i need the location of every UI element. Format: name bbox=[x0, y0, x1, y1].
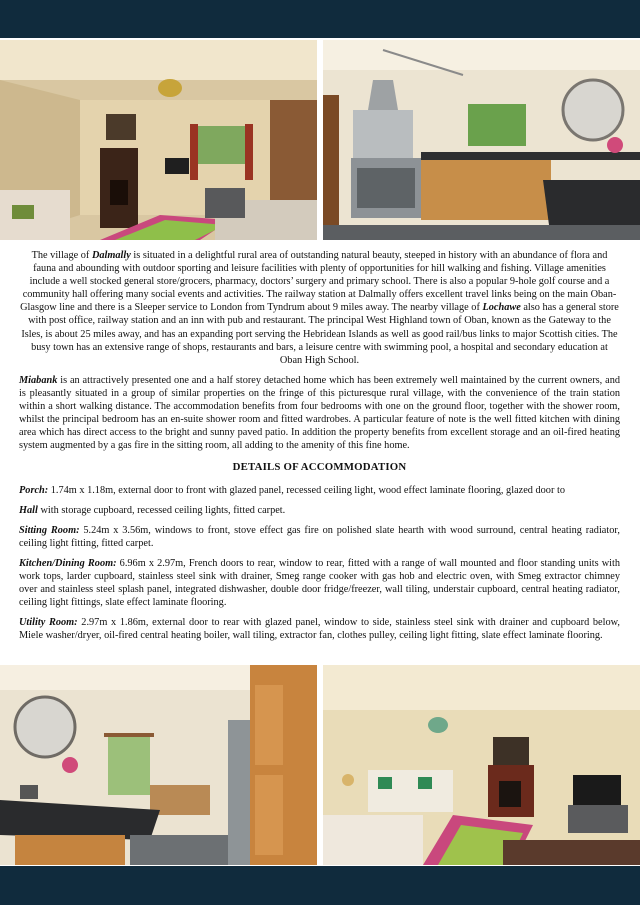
dalmally-name: Dalmally bbox=[91, 250, 131, 261]
intro-text-b: is situated in a delightful rural area of outstanding natural beauty, steeped in history with an abundance of flora and fauna and abounding with outdoor sporting and leisure facilities with plenty of opportunities for hill walking and fishing. Village amenities include a well stocked general store/grocers, pharmacy, doctors’ surgery and primary school. There is also a popular 9-hole golf course and a community hall offering many social events and activities. The railway station at Dalmally offers excellent travel links being on the main Oban-Glasgow line and there is a Sleeper service to London from Tyndrum about 9 miles away. The nearby village of bbox=[20, 250, 617, 314]
room-details: with storage cupboard, recessed ceiling lights, fitted carpet. bbox=[37, 504, 286, 516]
room-utility bbox=[19, 616, 620, 642]
room-label: Utility Room: bbox=[19, 617, 78, 629]
sitting-room-photo bbox=[0, 40, 317, 240]
intro-text-a: The village of bbox=[31, 250, 92, 261]
room-kitchen-dining bbox=[19, 557, 620, 609]
intro-paragraph-property bbox=[19, 374, 620, 453]
room-sitting-room bbox=[19, 524, 620, 550]
room-label: Porch: bbox=[19, 484, 49, 496]
intro-text-c: also has a general store with post office, railway station and an inn with pub and restaurant. The principal West Highland town of Oban, known as the Gateway to the Isles, is about 25 miles away, and has an expanding port serving the Hebridean Islands as well as good rail/bus links to major Scottish cities. The busy town has an extensive range of shops, restaurants and bars, a leisure centre with swimming pool, a hospital and secondary education at Oban High School. bbox=[21, 302, 619, 366]
room-label: Hall bbox=[19, 504, 38, 516]
property-description: is an attractively presented one and a half storey detached home which has been extremely well maintained by the current owners, and is pleasantly situated in a group of similar properties on the fringe of this picturesque rural village, with the convenience of the train station within a short walking distance. The accommodation benefits from four bedrooms with one on the ground floor, together with the shower room, whilst the principal bedroom has an en-suite shower room and fitted wardrobes. A particular feature of note is the well fitted kitchen with dining area which has direct access to the bright and sunny paved patio. In addition the property benefits from excellent storage and an oil-fired heating system augmented by a gas fire in the sitting room, all adding to the amenity of this fine home. bbox=[19, 374, 620, 452]
room-details: 1.74m x 1.18m, external door to front with glazed panel, recessed ceiling light, wood effect laminate flooring, glazed door to bbox=[48, 484, 565, 496]
room-details: 2.97m x 1.86m, external door to rear with glazed panel, window to side, stainless steel sink with drainer and cupboard below, Miele washer/dryer, oil-fired central heating boiler, wall tiling, extractor fan, clothes pulley, ceiling light fitting, slate effect laminate flooring. bbox=[19, 617, 620, 642]
sitting-room-wide-photo bbox=[323, 665, 640, 865]
accommodation-heading: DETAILS OF ACCOMMODATION bbox=[232, 461, 407, 474]
kitchen-dining-photo bbox=[0, 665, 317, 865]
room-porch bbox=[19, 484, 620, 497]
room-details: 6.96m x 2.97m, French doors to rear, window to rear, fitted with a range of wall mounted and floor standing units with work tops, larder cupboard, stainless steel sink with drainer, Smeg range cooker with gas hob and electric oven, with Smeg extractor chimney over and stainless steel splash panel, integrated dishwasher, double door fridge/freezer, wall tiling, understair cupboard, central heating radiator, ceiling light fittings, slate effect laminate flooring. bbox=[19, 557, 621, 609]
room-details: 5.24m x 3.56m, windows to front, stove effect gas fire on polished slate hearth with wood surround, central heating radiator, ceiling light fitting, fitted carpet. bbox=[19, 524, 620, 549]
intro-paragraph-village bbox=[19, 249, 620, 367]
room-hall bbox=[19, 504, 620, 517]
property-name: Miabank bbox=[19, 374, 58, 386]
lochawe-name: Lochawe bbox=[482, 302, 521, 314]
bottom-band bbox=[0, 866, 640, 905]
top-band bbox=[0, 0, 640, 38]
room-label: Kitchen/Dining Room: bbox=[19, 557, 117, 569]
description-text bbox=[19, 249, 620, 649]
kitchen-photo bbox=[323, 40, 640, 240]
room-label: Sitting Room: bbox=[19, 524, 80, 536]
